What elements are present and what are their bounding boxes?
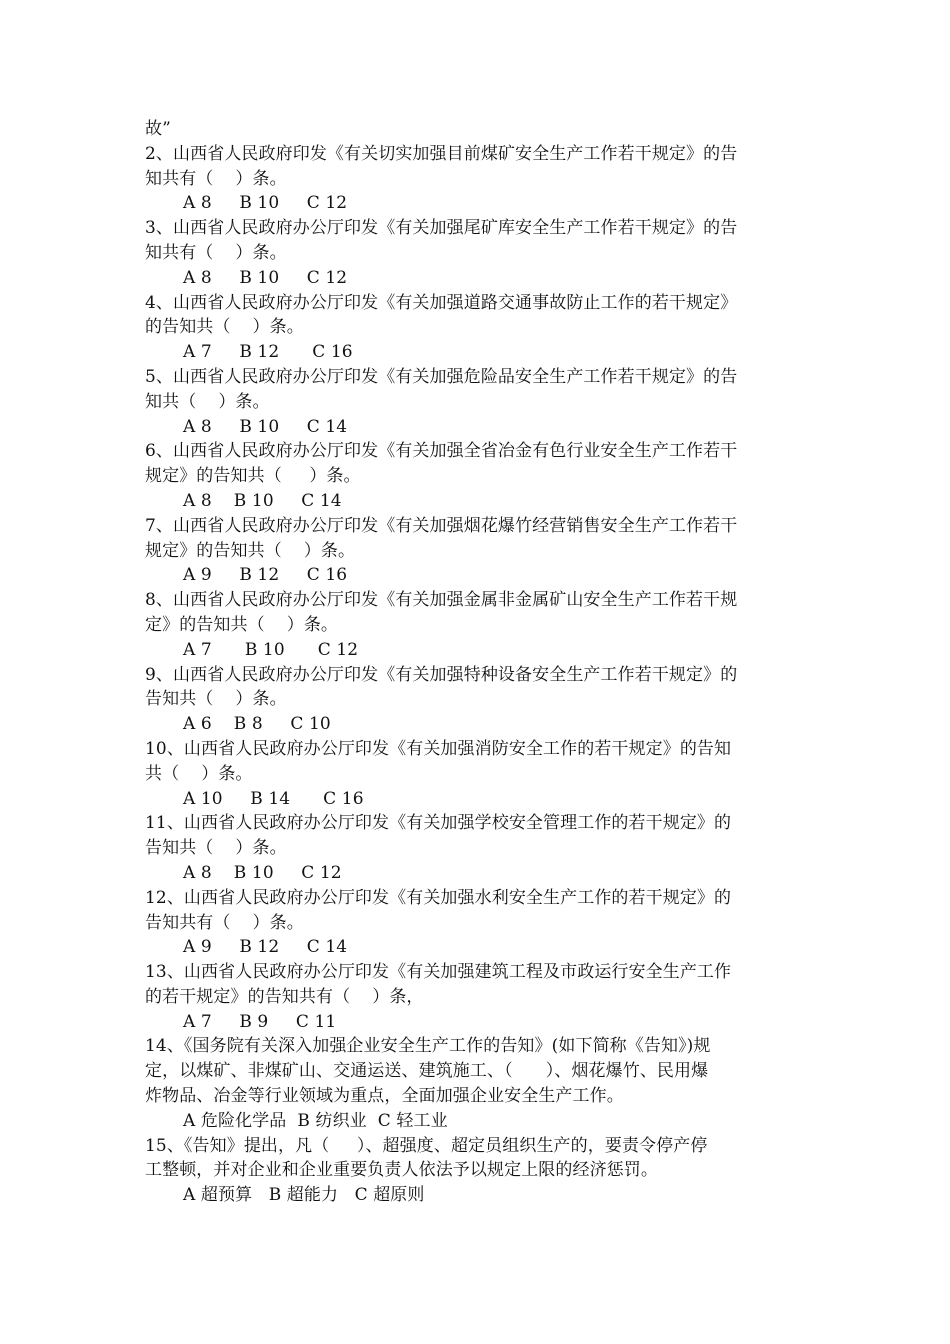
- question-text-line: 15、《告知》提出，凡（ ）、超强度、超定员组织生产的，要责令停产停: [145, 1135, 708, 1156]
- question-text-line: 知共有（ ）条。: [145, 168, 287, 189]
- answer-options-line: A 8 B 10 C 12: [183, 193, 348, 214]
- question-text-line: 5、山西省人民政府办公厅印发《有关加强危险品安全生产工作若干规定》的告: [145, 366, 738, 387]
- answer-options-line: A 7 B 9 C 11: [183, 1011, 337, 1032]
- question-text-line: 11、山西省人民政府办公厅印发《有关加强学校安全管理工作的若干规定》的: [145, 813, 732, 834]
- question-text-line: 6、山西省人民政府办公厅印发《有关加强全省冶金有色行业安全生产工作若干: [145, 441, 738, 462]
- question-text-line: 规定》的告知共（ ）条。: [145, 466, 361, 487]
- answer-options-line: A 10 B 14 C 16: [183, 788, 364, 809]
- question-text-line: 4、山西省人民政府办公厅印发《有关加强道路交通事故防止工作的若干规定》: [145, 292, 738, 313]
- question-text-line: 8、山西省人民政府办公厅印发《有关加强金属非金属矿山安全生产工作若干规: [145, 590, 738, 611]
- question-text-line: 故”: [145, 119, 171, 139]
- question-text-line: 7、山西省人民政府办公厅印发《有关加强烟花爆竹经营销售安全生产工作若干: [145, 515, 738, 536]
- question-text-line: 知共有（ ）条。: [145, 242, 287, 263]
- question-text-line: 定，以煤矿、非煤矿山、交通运送、建筑施工、（ ）、烟花爆竹、民用爆: [145, 1061, 709, 1082]
- answer-options-line: A 7 B 10 C 12: [183, 639, 359, 660]
- document-body: [145, 117, 815, 1208]
- question-text-line: 工整顿，并对企业和企业重要负责人依法予以规定上限的经济惩罚。: [145, 1160, 658, 1181]
- answer-options-line: A 9 B 12 C 14: [183, 937, 348, 958]
- question-text-line: 知共（ ）条。: [145, 391, 270, 412]
- answer-options-line: A 8 B 10 C 12: [183, 267, 348, 288]
- answer-options-line: A 超预算 B 超能力 C 超原则: [183, 1185, 425, 1206]
- question-text-line: 共（ ）条。: [145, 763, 253, 784]
- answer-options-line: A 8 B 10 C 12: [183, 862, 342, 883]
- answer-options-line: A 9 B 12 C 16: [183, 565, 348, 586]
- question-text-line: 3、山西省人民政府办公厅印发《有关加强尾矿库安全生产工作若干规定》的告: [145, 218, 738, 239]
- answer-options-line: A 危险化学品 B 纺织业 C 轻工业: [183, 1110, 448, 1131]
- question-text-line: 告知共（ ）条。: [145, 838, 287, 859]
- question-text-line: 告知共（ ）条。: [145, 689, 287, 710]
- question-text-line: 规定》的告知共（ ）条。: [145, 540, 356, 561]
- answer-options-line: A 8 B 10 C 14: [183, 416, 348, 437]
- question-text-line: 10、山西省人民政府办公厅印发《有关加强消防安全工作的若干规定》的告知: [145, 738, 732, 759]
- question-text-line: 14、《国务院有关深入加强企业安全生产工作的告知》(如下简称《告知》)规: [145, 1036, 711, 1057]
- question-text-line: 告知共有（ ）条。: [145, 912, 304, 933]
- question-text-line: 定》的告知共（ ）条。: [145, 614, 339, 635]
- answer-options-line: A 6 B 8 C 10: [183, 714, 331, 735]
- question-text-line: 13、山西省人民政府办公厅印发《有关加强建筑工程及市政运行安全生产工作: [145, 962, 732, 983]
- question-text-line: 的告知共（ ）条。: [145, 317, 304, 338]
- answer-options-line: A 7 B 12 C 16: [183, 342, 353, 363]
- question-text-line: 2、山西省人民政府印发《有关切实加强目前煤矿安全生产工作若干规定》的告: [145, 143, 738, 164]
- question-text-line: 炸物品、冶金等行业领域为重点，全面加强企业安全生产工作。: [145, 1086, 624, 1107]
- answer-options-line: A 8 B 10 C 14: [183, 490, 342, 511]
- question-text-line: 的若干规定》的告知共有（ ）条，: [145, 986, 424, 1007]
- question-text-line: 12、山西省人民政府办公厅印发《有关加强水利安全生产工作的若干规定》的: [145, 887, 732, 908]
- question-text-line: 9、山西省人民政府办公厅印发《有关加强特种设备安全生产工作若干规定》的: [145, 664, 738, 685]
